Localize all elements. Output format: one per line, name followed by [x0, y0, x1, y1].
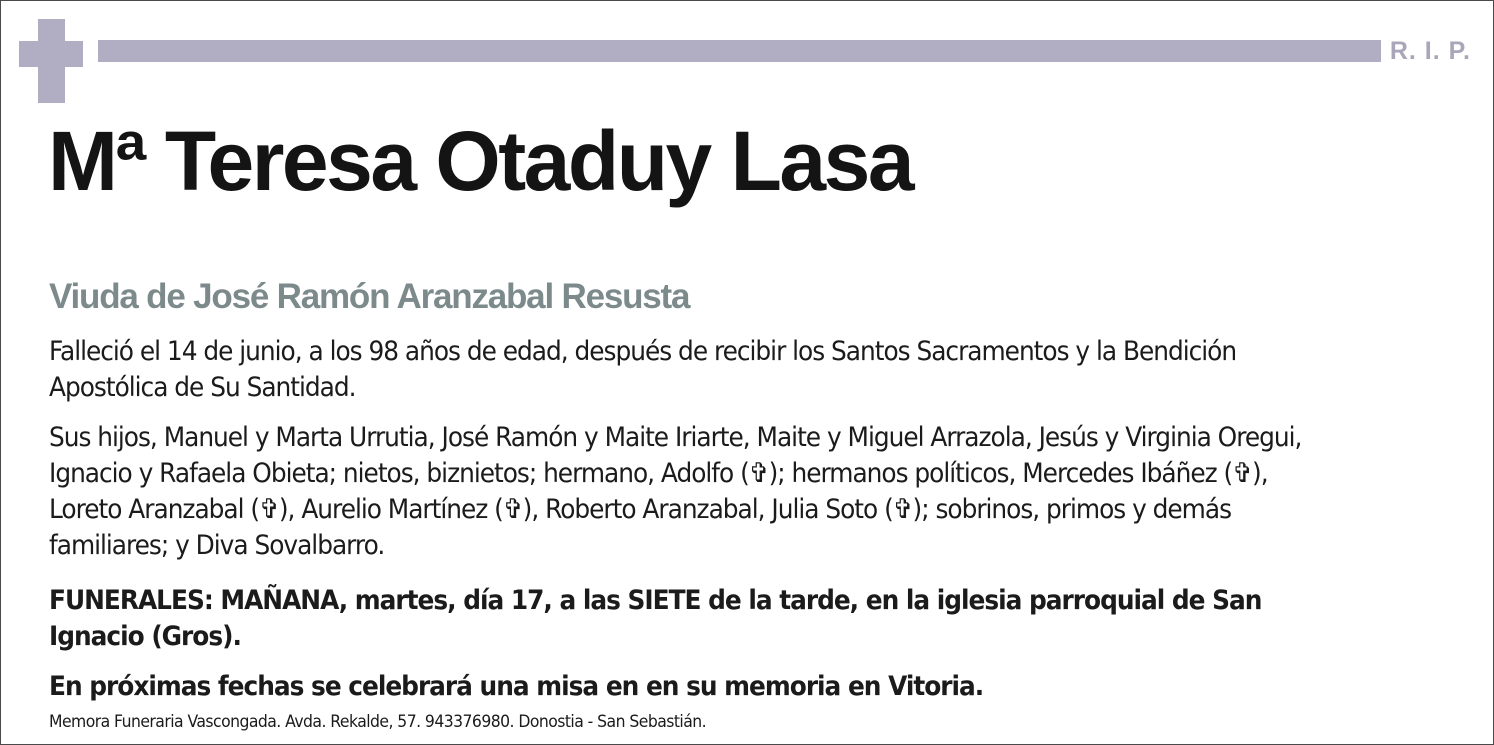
rip-label: R. I. P.: [1389, 37, 1471, 65]
funeral-home-footer: Memora Funeraria Vascongada. Avda. Rekalde, 57. 943376980. Donostia - San Sebastián.: [49, 712, 707, 732]
funeral-paragraph: FUNERALES: MAÑANA, martes, día 17, a las SIETE de la tarde, en la iglesia parroquial de San Ignacio (Gros).: [49, 585, 1262, 652]
widow-subtitle: Viuda de José Ramón Aranzabal Resusta: [49, 277, 690, 316]
memorial-mass-paragraph: En próximas fechas se celebrará una misa en en su memoria en Vitoria.: [49, 671, 984, 702]
deceased-name: Mª Teresa Otaduy Lasa: [48, 114, 913, 208]
header-rule: [98, 40, 1381, 62]
death-paragraph: Falleció el 14 de junio, a los 98 años de edad, después de recibir los Santos Sacramentos y la Bendición Apostólica de Su Santidad.: [49, 336, 1237, 403]
cross-icon-horizontal: [19, 41, 83, 67]
family-paragraph: Sus hijos, Manuel y Marta Urrutia, José Ramón y Maite Iriarte, Maite y Miguel Arrazola, Jesús y Virginia Oregui, Ignacio y Rafaela Obieta; nietos, biznietos; hermano, Adolfo (✞); hermanos políticos, Mercedes Ibáñez (✞), Loreto Aranzabal (✞), Aurelio Martínez (✞), Roberto Aranzabal, Julia Soto (✞); sobrinos, primos y demás familiares; y Diva Sovalbarro.: [49, 422, 1302, 561]
